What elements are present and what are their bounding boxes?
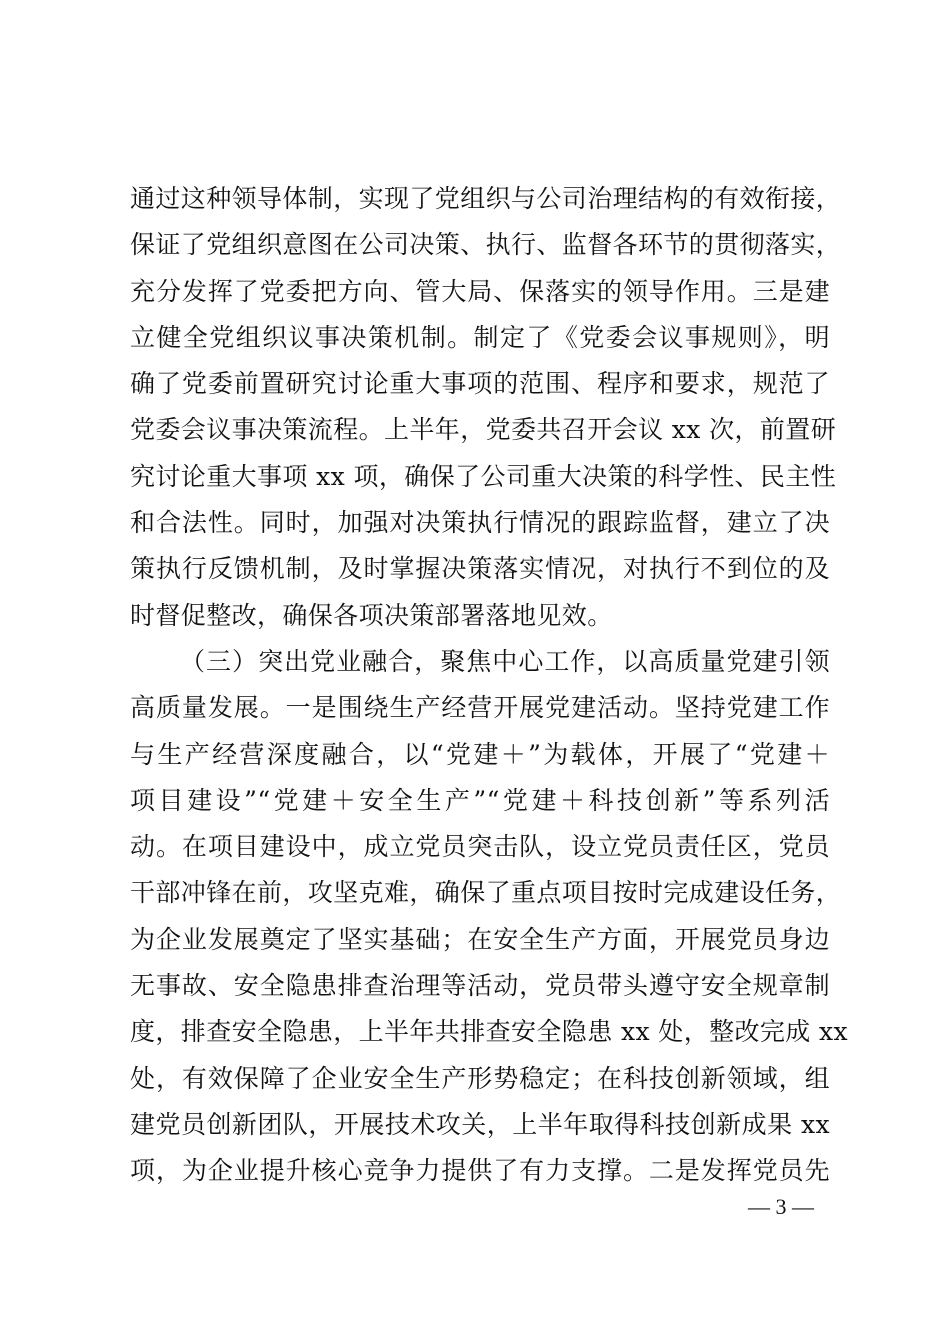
text-line: 建党员创新团队，开展技术攻关，上半年取得科技创新成果 xx	[130, 1109, 830, 1139]
text-line: 和合法性。同时，加强对决策执行情况的跟踪监督，建立了决	[130, 508, 830, 538]
section-heading-line: （三）突出党业融合，聚焦中心工作，以高质量党建引领	[180, 646, 830, 676]
text-line: 处，有效保障了企业安全生产形势稳定；在科技创新领域，组	[130, 1063, 830, 1093]
text-line: 干部冲锋在前，攻坚克难，确保了重点项目按时完成建设任务，	[130, 878, 842, 908]
text-line: 究讨论重大事项 xx 项，确保了公司重大决策的科学性、民主性	[130, 461, 837, 491]
body-text	[130, 176, 849, 1195]
page-number: — 3 —	[748, 1194, 814, 1219]
text-line: 与生产经营深度融合，以“党建＋”为载体，开展了“党建＋	[130, 739, 830, 769]
text-line: 充分发挥了党委把方向、管大局、保落实的领导作用。三是建	[130, 276, 830, 306]
text-line: 保证了党组织意图在公司决策、执行、监督各环节的贯彻落实，	[130, 230, 842, 260]
text-line: 无事故、安全隐患排查治理等活动，党员带头遵守安全规章制	[130, 971, 830, 1001]
text-line: 项，为企业提升核心竞争力提供了有力支撑。二是发挥党员先	[130, 1156, 830, 1186]
text-line: 立健全党组织议事决策机制。制定了《党委会议事规则》，明	[130, 322, 830, 352]
text-line: 确了党委前置研究讨论重大事项的范围、程序和要求，规范了	[130, 369, 830, 399]
text-line: 通过这种领导体制，实现了党组织与公司治理结构的有效衔接，	[130, 184, 842, 213]
text-line: 党委会议事决策流程。上半年，党委共召开会议 xx 次，前置研	[130, 415, 837, 445]
text-line: 项目建设”“党建＋安全生产”“党建＋科技创新”等系列活	[130, 785, 830, 815]
text-line: 动。在项目建设中，成立党员突击队，设立党员责任区，党员	[130, 832, 830, 862]
text-line: 时督促整改，确保各项决策部署落地见效。	[130, 600, 613, 630]
text-line: 度，排查安全隐患，上半年共排查安全隐患 xx 处，整改完成 xx	[130, 1017, 849, 1047]
text-line: 为企业发展奠定了坚实基础；在安全生产方面，开展党员身边	[130, 924, 830, 954]
text-line: 策执行反馈机制，及时掌握决策落实情况，对执行不到位的及	[130, 554, 830, 584]
text-line: 高质量发展。一是围绕生产经营开展党建活动。坚持党建工作	[130, 693, 830, 723]
